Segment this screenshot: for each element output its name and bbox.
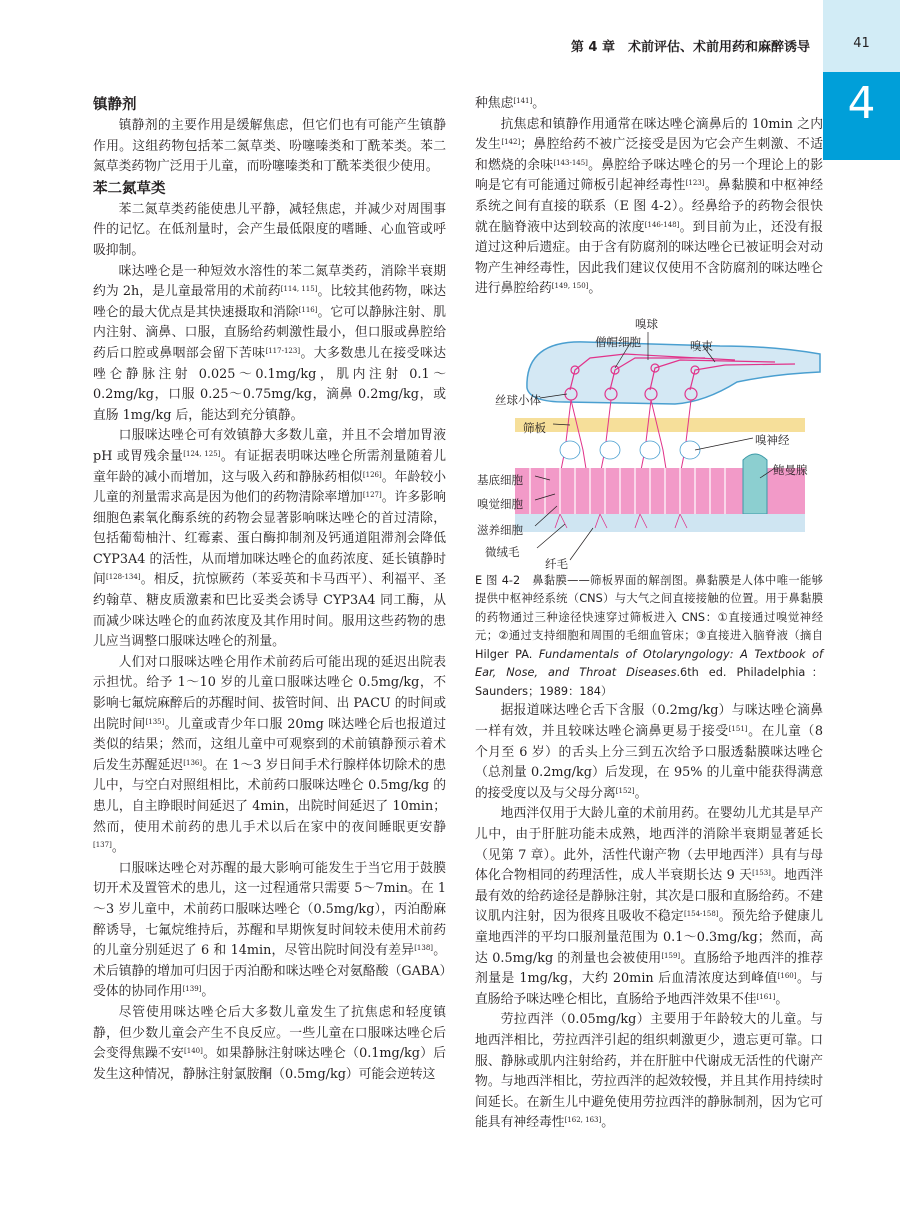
citation: [153]	[752, 869, 771, 878]
paragraph	[475, 1010, 823, 1134]
section-heading-benzodiazepines: 苯二氮草类	[93, 180, 166, 197]
paragraph-text: 劳拉西泮（0.05mg/kg）主要用于年龄较大的儿童。与地西泮相比，劳拉西泮引起的组织刺激更少，遗忘更可靠。口服、静脉或肌内注射给药，并在肝脏中代谢成无活性的代谢产物。与地西泮相比，劳拉西泮的起效较慢，并且其作用持续时间延长。在新生儿中避免使用劳拉西泮的静脉制剂，因为它可能具有神经毒性	[475, 1012, 823, 1131]
right-column	[475, 94, 823, 1134]
label-sustentacular-cell: 滋养细胞	[477, 522, 523, 537]
paragraph-text: 。相反，抗惊厥药（苯妥英和卡马西平）、利福平、圣约翰草、糖皮质激素和巴比妥类会诱导 CYP3A4 同工酶，从而减少咪达唑仑的血药浓度及其作用时间。服用这些药物的患儿应当调整口服咪达唑仑的剂量。	[93, 572, 446, 650]
paragraph-text: 。在 1～3 岁日间手术行腺样体切除术的患儿中，与空白对照组相比，术前药口服咪达唑仑 0.5mg/kg 的患儿，自主睁眼时间延迟了 4min，出院时间延迟了 10min；然而，使用术前药的患儿手术以后在家中的夜间睡眠更安静	[93, 757, 447, 835]
nasal-mucosa-figure	[475, 310, 823, 571]
paragraph-text: 。	[201, 984, 215, 1000]
label-mitral-cell: 僧帽细胞	[595, 334, 641, 349]
paragraph	[93, 653, 446, 859]
citation: [154-158]	[683, 910, 719, 919]
label-olfactory-tract: 嗅束	[690, 338, 713, 353]
paragraph-text: 咪达唑仑是一种短效水溶性的苯二氮草类药，消除半衰期约为 2h，是儿童最常用的术前药	[93, 263, 446, 300]
citation: [138]	[414, 944, 434, 953]
citation: [143-145]	[553, 158, 588, 167]
section-heading-sedatives: 镇静剂	[93, 97, 137, 113]
citation: [151]	[728, 725, 748, 734]
paragraph-text: 抗焦虑和镇静作用通常在咪达唑仑滴鼻后的 10min 之内发生	[475, 116, 823, 153]
page-number-box	[823, 0, 900, 72]
paragraph-text: 。儿童或青少年口服 20mg 咪达唑仑后也报道过类似的结果；然而，这组儿童中可观察到的术前镇静预示着术后发生苏醒延迟	[93, 716, 447, 773]
label-basal-cell: 基底细胞	[477, 472, 523, 487]
paragraph-text: 。直肠给予地西泮的推荐剂量是 1mg/kg，大约 20min 后血清浓度达到峰值	[475, 950, 824, 987]
citation: [146-148]	[644, 220, 680, 229]
caption-book-title: Fundamentals of Otolaryngology: A Textbook of Ear, Nose, and Throat Diseases	[475, 647, 823, 680]
citation: [139]	[182, 985, 202, 994]
paragraph-text: 。如果静脉注射咪达唑仑（0.1mg/kg）后发生这种情况，静脉注射氯胺酮（0.5mg/kg）可能会逆转这	[93, 1046, 447, 1082]
citation: [162, 163]	[564, 1116, 602, 1125]
citation: [160]	[777, 972, 797, 981]
paragraph-text: 。	[532, 96, 546, 111]
paragraph-text: 。	[601, 1115, 615, 1131]
chapter-title: 第 4 章 术前评估、术前用药和麻醉诱导	[570, 40, 810, 55]
citation: [161]	[756, 992, 776, 1001]
paragraph	[93, 426, 446, 653]
paragraph-text: 镇静剂的主要作用是缓解焦虑，但它们也有可能产生镇静作用。这组药物包括苯二氮草类、吩噻嗪类和丁酰苯类。苯二氮草类药物广泛用于儿童，而吩噻嗪类和丁酰苯类很少使用。	[93, 118, 446, 175]
chapter-tab-number: 4	[847, 78, 876, 129]
paragraph	[475, 94, 823, 115]
paragraph-text: 。地西泮最有效的给药途径是静脉注射，其次是口服和直肠给药。不建议肌内注射，因为很疼且吸收不稳定	[475, 868, 823, 925]
figure-caption	[475, 572, 823, 702]
paragraph-text: 。它可以静脉注射、肌内注射、滴鼻、口服，直肠给药刺激性最小，但口服或鼻腔给药后口腔或鼻咽部会留下苦味	[93, 304, 447, 361]
citation: [127]	[362, 491, 382, 500]
paragraph-text: 据报道咪达唑仑舌下含服（0.2mg/kg）与咪达唑仑滴鼻一样有效，并且较咪达唑仑滴鼻更易于接受	[475, 703, 823, 740]
label-cribriform-plate: 筛板	[523, 420, 546, 435]
paragraph-text: 。术后镇静的增加可归因于丙泊酚和咪达唑仑对氨酪酸（GABA）受体的协同作用	[93, 943, 447, 1000]
paragraph-text: 。比较其他药物，咪达唑仑的最大优点是其快速摄取和消除	[93, 284, 447, 320]
paragraph-text: 苯二氮草类药能使患儿平静，减轻焦虑，并减少对周围事件的记忆。在低剂量时，会产生最低限度的嗜睡、心血管或呼吸抑制。	[93, 201, 446, 258]
paragraph-text: 。鼻腔给予咪达唑仑的另一个理论上的影响是它有可能通过筛板引起神经毒性	[475, 157, 824, 194]
citation: [117-123]	[265, 346, 301, 355]
paragraph-text: 。鼻黏膜和中枢神经系统之间有直接的联系（E 图 4-2）。经鼻给予的药物会很快就在脑脊液中达到较高的浓度	[475, 178, 824, 235]
paragraph	[93, 116, 446, 178]
label-receptor-cell: 嗅觉细胞	[477, 496, 523, 511]
citation: [114, 115]	[280, 285, 318, 294]
paragraph-text: 人们对口服咪达唑仑用作术前药后可能出现的延迟出院表示担忧。给予 1～10 岁的儿童口服咪达唑仑 0.5mg/kg，不影响七氟烷麻醉后的苏醒时间、拔管时间、出 PACU 的时间或出院时间	[93, 654, 446, 732]
citation: [123]	[685, 179, 705, 188]
paragraph	[93, 1003, 446, 1085]
left-column	[93, 94, 446, 1085]
citation: [135]	[145, 717, 165, 726]
label-glomerulus: 丝球小体	[495, 392, 541, 407]
chapter-tab	[823, 72, 900, 160]
paragraph-text: 尽管使用咪达唑仑后大多数儿童发生了抗焦虑和轻度镇静，但少数儿童会产生不良反应。一些儿童在口服咪达唑仑后会变得焦躁不安	[93, 1004, 446, 1062]
citation: [149, 150]	[551, 282, 589, 291]
paragraph	[475, 701, 823, 804]
paragraph-text: 。有证据表明咪达唑仑所需剂量随着儿童年龄的减小而增加，这与吸入药和静脉药相似	[93, 448, 447, 485]
olfactory-nerve-fibers	[560, 400, 691, 475]
citation: [116]	[298, 305, 318, 314]
paragraph-text: 。	[111, 840, 125, 856]
paragraph	[93, 262, 446, 427]
paragraph	[475, 804, 823, 1010]
label-microvilli: 微绒毛	[485, 544, 520, 559]
paragraph-text: 。	[588, 281, 602, 297]
paragraph-text: 口服咪达唑仑对苏醒的最大影响可能发生于当它用于鼓膜切开术及置管术的患儿，这一过程通常只需要 5～7min。在 1～3 岁儿童中，术前药口服咪达唑仑（0.5mg/kg），丙泊酚麻醉诱导，七氟烷维持后，苏醒和早期恢复时间较未使用术前药的儿童分别延迟了 6 和 14min，尽管出院时间没有差异	[93, 860, 446, 959]
citation: [126]	[362, 470, 382, 479]
bowman-gland-shape	[743, 454, 767, 514]
citation: [141]	[513, 97, 533, 105]
citation: [140]	[184, 1047, 203, 1056]
citation: [159]	[661, 951, 681, 960]
paragraph-text: 。在儿童（8 个月至 6 岁）的舌头上分三到五次给予口服透黏膜咪达唑仑（总剂量 0.2mg/kg）后发现，在 95% 的儿童中能获得满意的接受度以及与父母分离	[475, 724, 823, 801]
citation: [124, 125]	[183, 449, 221, 458]
label-olfactory-nerve: 嗅神经	[755, 432, 790, 447]
paragraph	[93, 200, 446, 262]
label-bowman-gland: 鲍曼腺	[773, 462, 808, 477]
paragraph-text: ；鼻腔给药不被广泛接受是因为它会产生刺激、不适和燃烧的余味	[475, 137, 824, 173]
paragraph-text: 。	[634, 785, 648, 801]
paragraph-text: 。预先给予健康儿童地西泮的平均口服剂量范围为 0.1～0.3mg/kg；然而，高达 0.5mg/kg 的剂量也会被使用	[475, 909, 824, 966]
olfactory-bulb-shape	[527, 342, 820, 404]
label-cilia: 纤毛	[545, 556, 568, 571]
paragraph-text: 。许多影响细胞色素氧化酶系统的药物会显著影响咪达唑仑的首过清除，包括葡萄柚汁、红霉素、蛋白酶抑制剂及钙通道阻滞剂会降低 CYP3A4 的活性，从而增加咪达唑仑的血药浓度、延长镇静时间	[93, 490, 447, 588]
paragraph-text: 。年龄较小儿童的剂量需求高是因为他们的药物清除率增加	[93, 469, 447, 506]
citation: [142]	[501, 138, 521, 147]
paragraph-text: 。大多数患儿在接受咪达唑仑静脉注射 0.025～0.1mg/kg，肌内注射 0.1～0.2mg/kg，口服 0.25～0.75mg/kg，滴鼻 0.2mg/kg，或直肠 1mg/kg 后，能达到充分镇静。	[93, 345, 447, 423]
paragraph-text: 。与直肠给予咪达唑仑相比，直肠给予地西泮效果不佳	[475, 971, 824, 1007]
label-olfactory-bulb: 嗅球	[635, 316, 658, 331]
paragraph-text: 。到目前为止，还没有报道过这种后遗症。由于含有防腐剂的咪达唑仑已被证明会对动物产生神经毒性，因此我们建议仅使用不含防腐剂的咪达唑仑进行鼻腔给药	[475, 219, 824, 297]
caption-end: .6th ed. Philadelphia：Saunders；1989：184）	[475, 666, 823, 698]
citation: [152]	[615, 786, 635, 795]
caption-text: 鼻黏膜——筛板界面的解剖图。鼻黏膜是人体中唯一能够提供中枢神经系统（CNS）与大气之间直接接触的位置。用于鼻黏膜的药物通过三种途径快速穿过筛板进入 CNS：①直接通过嗅觉神经元；②通过支持细胞和周围的毛细血管床；③直接进入脑脊液（摘自 Hilger PA.	[475, 573, 823, 661]
citation: [136]	[183, 758, 203, 767]
figure-number: E 图 4-2	[475, 573, 521, 587]
paragraph	[475, 115, 823, 300]
paragraph-text: 口服咪达唑仑可有效镇静大多数儿童，并且不会增加胃液 pH 或胃残余量	[93, 428, 446, 464]
paragraph	[93, 859, 446, 1003]
paragraph-text: 种焦虑	[475, 96, 514, 111]
citation: [128-134]	[106, 573, 141, 582]
paragraph-text: 地西泮仅用于大龄儿童的术前用药。在婴幼儿尤其是早产儿中，由于肝脏功能未成熟，地西泮的消除半衰期显著延长（见第 7 章）。此外，活性代谢产物（去甲地西泮）具有与母体化合物相同的药理活性，成人半衰期长达 9 天	[475, 806, 823, 884]
page-number: 41	[853, 36, 870, 51]
paragraph-text: 。	[775, 991, 789, 1007]
citation: [137]	[93, 841, 112, 850]
